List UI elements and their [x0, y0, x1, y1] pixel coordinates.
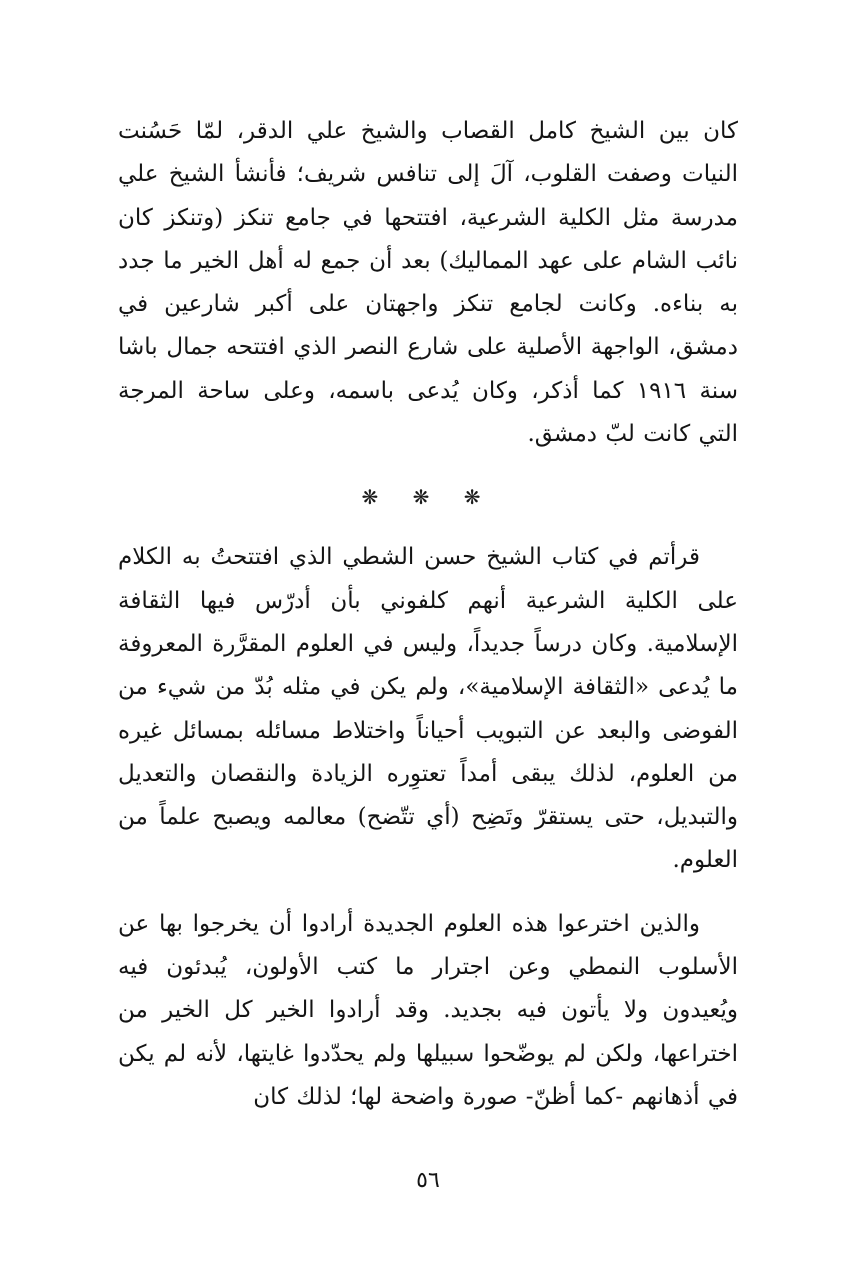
page-body	[118, 110, 738, 1119]
paragraph-3: والذين اخترعوا هذه العلوم الجديدة أرادوا أن يخرجوا بها عن الأسلوب النمطي وعن اجترار ما كتب الأولون، يُبدئون فيه ويُعيدون ولا يأتون فيه بجديد. وقد أرادوا الخير كل الخير من اختراعها، ولكن لم يوضّحوا سبيلها ولم يحدّدوا غايتها، لأنه لم يكن في أذهانهم -كما أظنّ- صورة واضحة لها؛ لذلك كان	[118, 910, 738, 1110]
page-number: ٥٦	[416, 1168, 440, 1193]
paragraph-gap	[118, 883, 738, 903]
paragraph-2: قرأتم في كتاب الشيخ حسن الشطي الذي افتتحتُ به الكلام على الكلية الشرعية أنهم كلفوني بأن أدرّس فيها الثقافة الإسلامية. وكان درساً جديداً، وليس في العلوم المقرَّرة المعروفة ما يُدعى «الثقافة الإسلامية»، ولم يكن في مثله بُدّ من شيء من الفوضى والبعد عن التبويب أحياناً واختلاط مسائله بمسائل غيره من العلوم، لذلك يبقى أمداً تعتوِره الزيادة والنقصان والتعديل والتبديل، حتى يستقرّ وتَضِح (أي تتّضح) معالمه ويصبح علماً من العلوم.	[118, 544, 738, 874]
paragraph-1: كان بين الشيخ كامل القصاب والشيخ علي الدقر، لمّا حَسُنت النيات وصفت القلوب، آلَ إلى تنافس شريف؛ فأنشأ الشيخ علي مدرسة مثل الكلية الشرعية، افتتحها في جامع تنكز (وتنكز كان نائب الشام على عهد المماليك) بعد أن جمع له أهل الخير ما جدد به بناءه. وكانت لجامع تنكز واجهتان على أكبر شارعين في دمشق، الواجهة الأصلية على شارع النصر الذي افتتحه جمال باشا سنة ١٩١٦ كما أذكر، وكان يُدعى باسمه، وعلى ساحة المرجة التي كانت لبّ دمشق.	[118, 118, 738, 448]
section-separator: ❋ ❋ ❋	[361, 485, 495, 510]
